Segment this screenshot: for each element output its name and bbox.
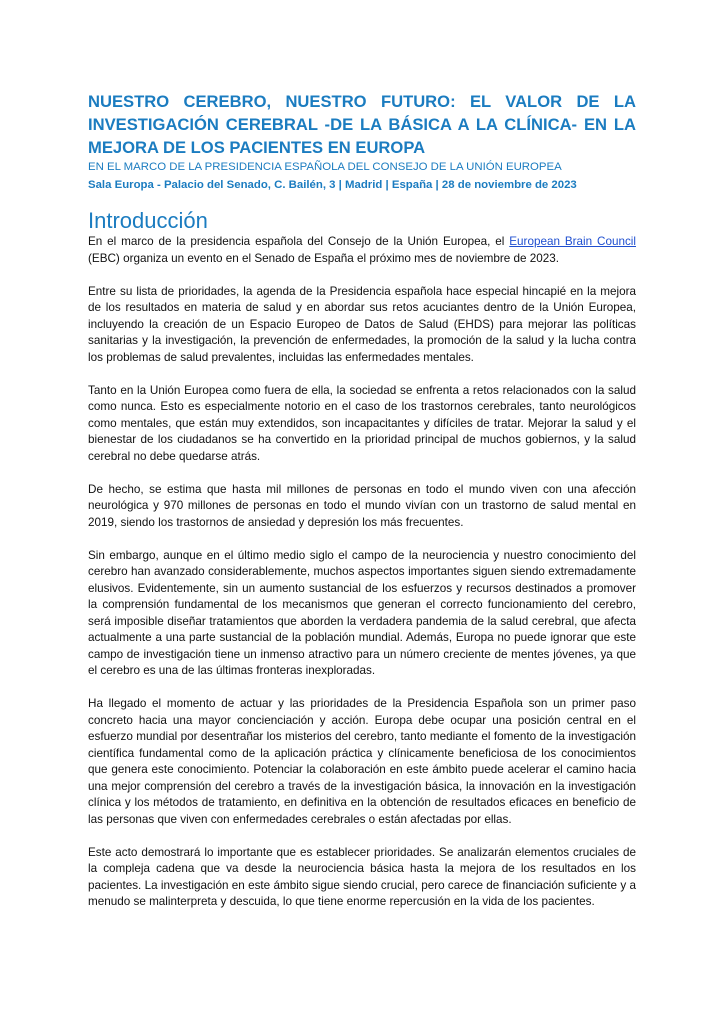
paragraph: Tanto en la Unión Europea como fuera de ella, la sociedad se enfrenta a retos relacionados con la salud como nunca. Esto es especialmente notorio en el caso de los trastornos cerebrales, tanto neurológicos como mentales, que están muy extendidos, son incapacitantes y difíciles de tratar. Mejorar la salud y el bienestar de los ciudadanos se ha convertido en la prioridad principal de muchos gobiernos, y la salud cerebral no debe quedarse atrás. [88,383,636,463]
document-title: NUESTRO CEREBRO, NUESTRO FUTURO: EL VALOR DE LA INVESTIGACIÓN CEREBRAL -DE LA BÁSICA A LA CLÍNICA- EN LA MEJORA DE LOS PACIENTES EN EUROPA [88,92,636,157]
document-page [88,90,636,927]
paragraph-text: (EBC) organiza un evento en el Senado de España el próximo mes de noviembre de 2023. [88,251,560,265]
section-heading: Introducción [88,208,208,233]
paragraph: Sin embargo, aunque en el último medio siglo el campo de la neurociencia y nuestro conocimiento del cerebro han avanzado considerablemente, muchos aspectos importantes siguen siendo extremadamente elusivos. Evidentemente, sin un aumento sustancial de los esfuerzos y recursos destinados a promover la comprensión fundamental de los mecanismos que generan el correcto funcionamiento del cerebro, será imposible diseñar tratamientos que aborden la verdadera pandemia de la salud cerebral, que afecta actualmente a una parte sustancial de la población mundial. Además, Europa no puede ignorar que este campo de investigación tiene un inmenso atractivo para un número creciente de mentes jóvenes, ya que el cerebro es una de las últimas fronteras inexploradas. [88,548,636,677]
european-brain-council-link[interactable]: European Brain Council [509,235,636,248]
paragraph: Entre su lista de prioridades, la agenda de la Presidencia española hace especial hincapié en la mejora de los resultados en materia de salud y en abordar sus retos acuciantes dentro de la Unión Europea, incluyendo la creación de un Espacio Europeo de Datos de Salud (EHDS) para mejorar las políticas sanitarias y la investigación, la prevención de enfermedades, la promoción de la salud y la lucha contra los problemas de salud prevalentes, incluidas las enfermedades mentales. [88,284,636,364]
paragraph: Ha llegado el momento de actuar y las prioridades de la Presidencia Española son un primer paso concreto hacia una mayor concienciación y acción. Europa debe ocupar una posición central en el esfuerzo mundial por desentrañar los misterios del cerebro, tanto mediante el fomento de la investigación científica fundamental como de la aplicación práctica y clínicamente beneficiosa de los conocimientos que genera este conocimiento. Potenciar la colaboración en este ámbito puede acelerar el camino hacia una mejor comprensión del cerebro a través de la investigación básica, la innovación en la investigación clínica y los métodos de tratamiento, en definitiva en la obtención de resultados eficaces en beneficio de las personas que viven con enfermedades cerebrales o están afectadas por ellas. [88,697,636,826]
paragraph-text: En el marco de la presidencia española del Consejo de la Unión Europea, el [88,235,510,248]
paragraph [88,234,636,267]
document-subtitle: EN EL MARCO DE LA PRESIDENCIA ESPAÑOLA DEL CONSEJO DE LA UNIÓN EUROPEA [88,161,562,173]
event-venue-date: Sala Europa - Palacio del Senado, C. Bailén, 3 | Madrid | España | 28 de noviembre de 2023 [88,179,577,191]
paragraph: De hecho, se estima que hasta mil millones de personas en todo el mundo viven con una afección neurológica y 970 millones de personas en todo el mundo vivían con un trastorno de salud mental en 2019, siendo los trastornos de ansiedad y depresión los más frecuentes. [88,482,636,529]
paragraph: Este acto demostrará lo importante que es establecer prioridades. Se analizarán elementos cruciales de la compleja cadena que va desde la neurociencia básica hasta la mejora de los resultados en los pacientes. La investigación en este ámbito sigue siendo crucial, pero carece de financiación suficiente y a menudo se malinterpreta y descuida, lo que tiene enorme repercusión en la vida de los pacientes. [88,845,636,908]
